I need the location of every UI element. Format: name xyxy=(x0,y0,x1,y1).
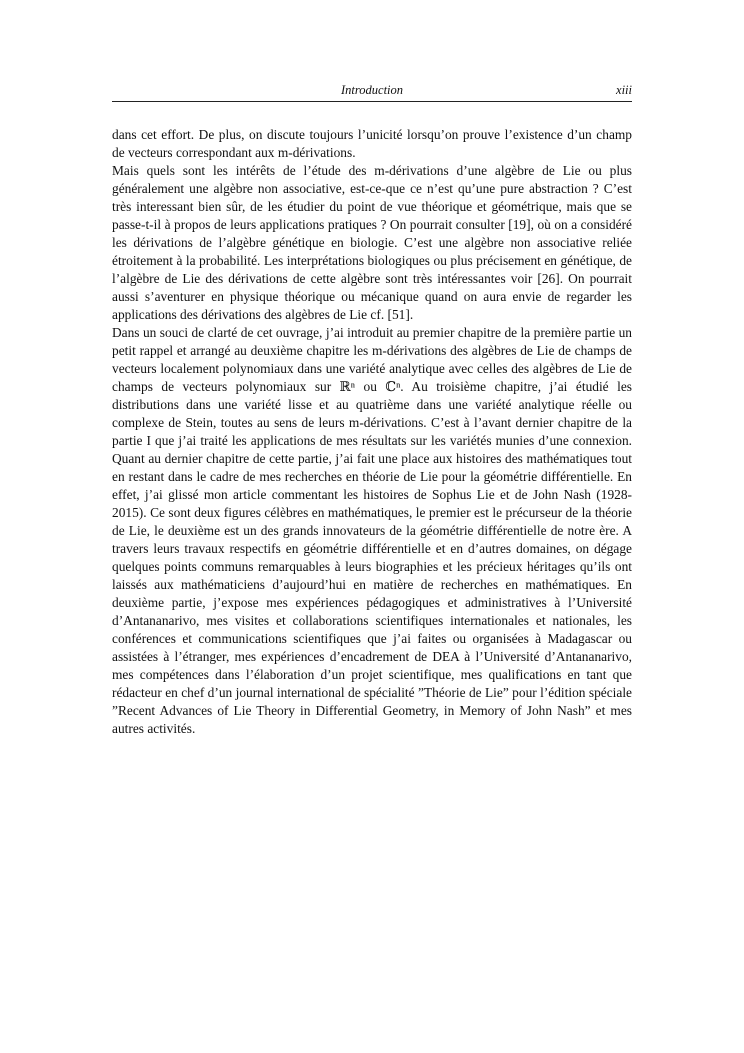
chapter-title: Introduction xyxy=(340,83,404,97)
paragraph-3: Dans un souci de clarté de cet ouvrage, j’ai introduit au premier chapitre de la première partie un petit rappel et arrangé au deuxième chapitre les m-dérivations des algèbres de Lie de champs de vecteurs localement polynomiaux dans une variété analytique avec celles des algèbres de Lie de champs de vecteurs polynomiaux sur ℝⁿ ou ℂⁿ. Au troisième chapitre, j’ai étudié les distributions dans une variété lisse et au quatrième dans une variété analytique réelle ou complexe de Stein, toutes au sens de leurs m-dérivations. C’est à l’avant dernier chapitre de la partie I que j’ai traité les applications de mes résultats sur les variétés munies d’une connexion. Quant au dernier chapitre de cette partie, j’ai fait une place aux histoires des mathématiques tout en restant dans le cadre de mes recherches en théorie de Lie pour la géométrie différentielle. En effet, j’ai glissé mon article commentant les histoires de Sophus Lie et de John Nash (1928-2015). Ce sont deux figures célèbres en mathématiques, le premier est le précurseur de la théorie de Lie, le deuxième est un des grands innovateurs de la géométrie différentielle de notre ère. A travers leurs travaux respectifs en géométrie différentielle et en d’autres domaines, on dégage quelques points communs remarquables à leurs biographies et les précieux héritages qu’ils ont laissés aux mathématiciens d’aujourd’hui en matière de recherches en mathématiques. En deuxième partie, j’expose mes expériences pédagogiques et administratives à l’Université d’Antananarivo, mes visites et collaborations scientifiques internationales et nationales, les conférences et communications scientifiques que j’ai faites ou organisées à Madagascar ou assistées à l’étranger, mes expériences d’encadrement de DEA à l’Université d’Antananarivo, mes compétences dans l’élaboration d’un projet scientifique, mes qualifications en tant que rédacteur en chef d’un journal international de spécialité ”Théorie de Lie” pour l’édition spéciale ”Recent Advances of Lie Theory in Differential Geometry, in Memory of John Nash” et mes autres activités. xyxy=(112,325,632,736)
running-header xyxy=(112,83,632,101)
paragraph-2: Mais quels sont les intérêts de l’étude des m-dérivations d’une algèbre de Lie ou plus généralement une algèbre non associative, est-ce-que ce n’est qu’une pure abstraction ? C’est très interessant bien sûr, de les étudier du point de vue théorique et géométrique, mais que se passe-t-il à propos de leurs applications pratiques ? On pourrait consulter [19], où on a considéré les dérivations de l’algèbre génétique en biologie. C’est une algèbre non associative reliée étroitement à la probabilité. Les interprétations biologiques ou plus précisement en génétique, de l’algèbre de Lie des dérivations de cette algèbre sont très intéressantes voir [26]. On pourrait aussi s’aventurer en physique théorique ou mécanique quand on aura envie de regarder les applications des dérivations des algèbres de Lie cf. [51]. xyxy=(112,163,632,322)
paragraph-1: dans cet effort. De plus, on discute toujours l’unicité lorsqu’on prouve l’existence d’un champ de vecteurs correspondant aux m-dérivations. xyxy=(112,127,632,160)
header-rule xyxy=(112,101,632,102)
body-text xyxy=(112,126,632,738)
page-number: xiii xyxy=(616,83,632,97)
